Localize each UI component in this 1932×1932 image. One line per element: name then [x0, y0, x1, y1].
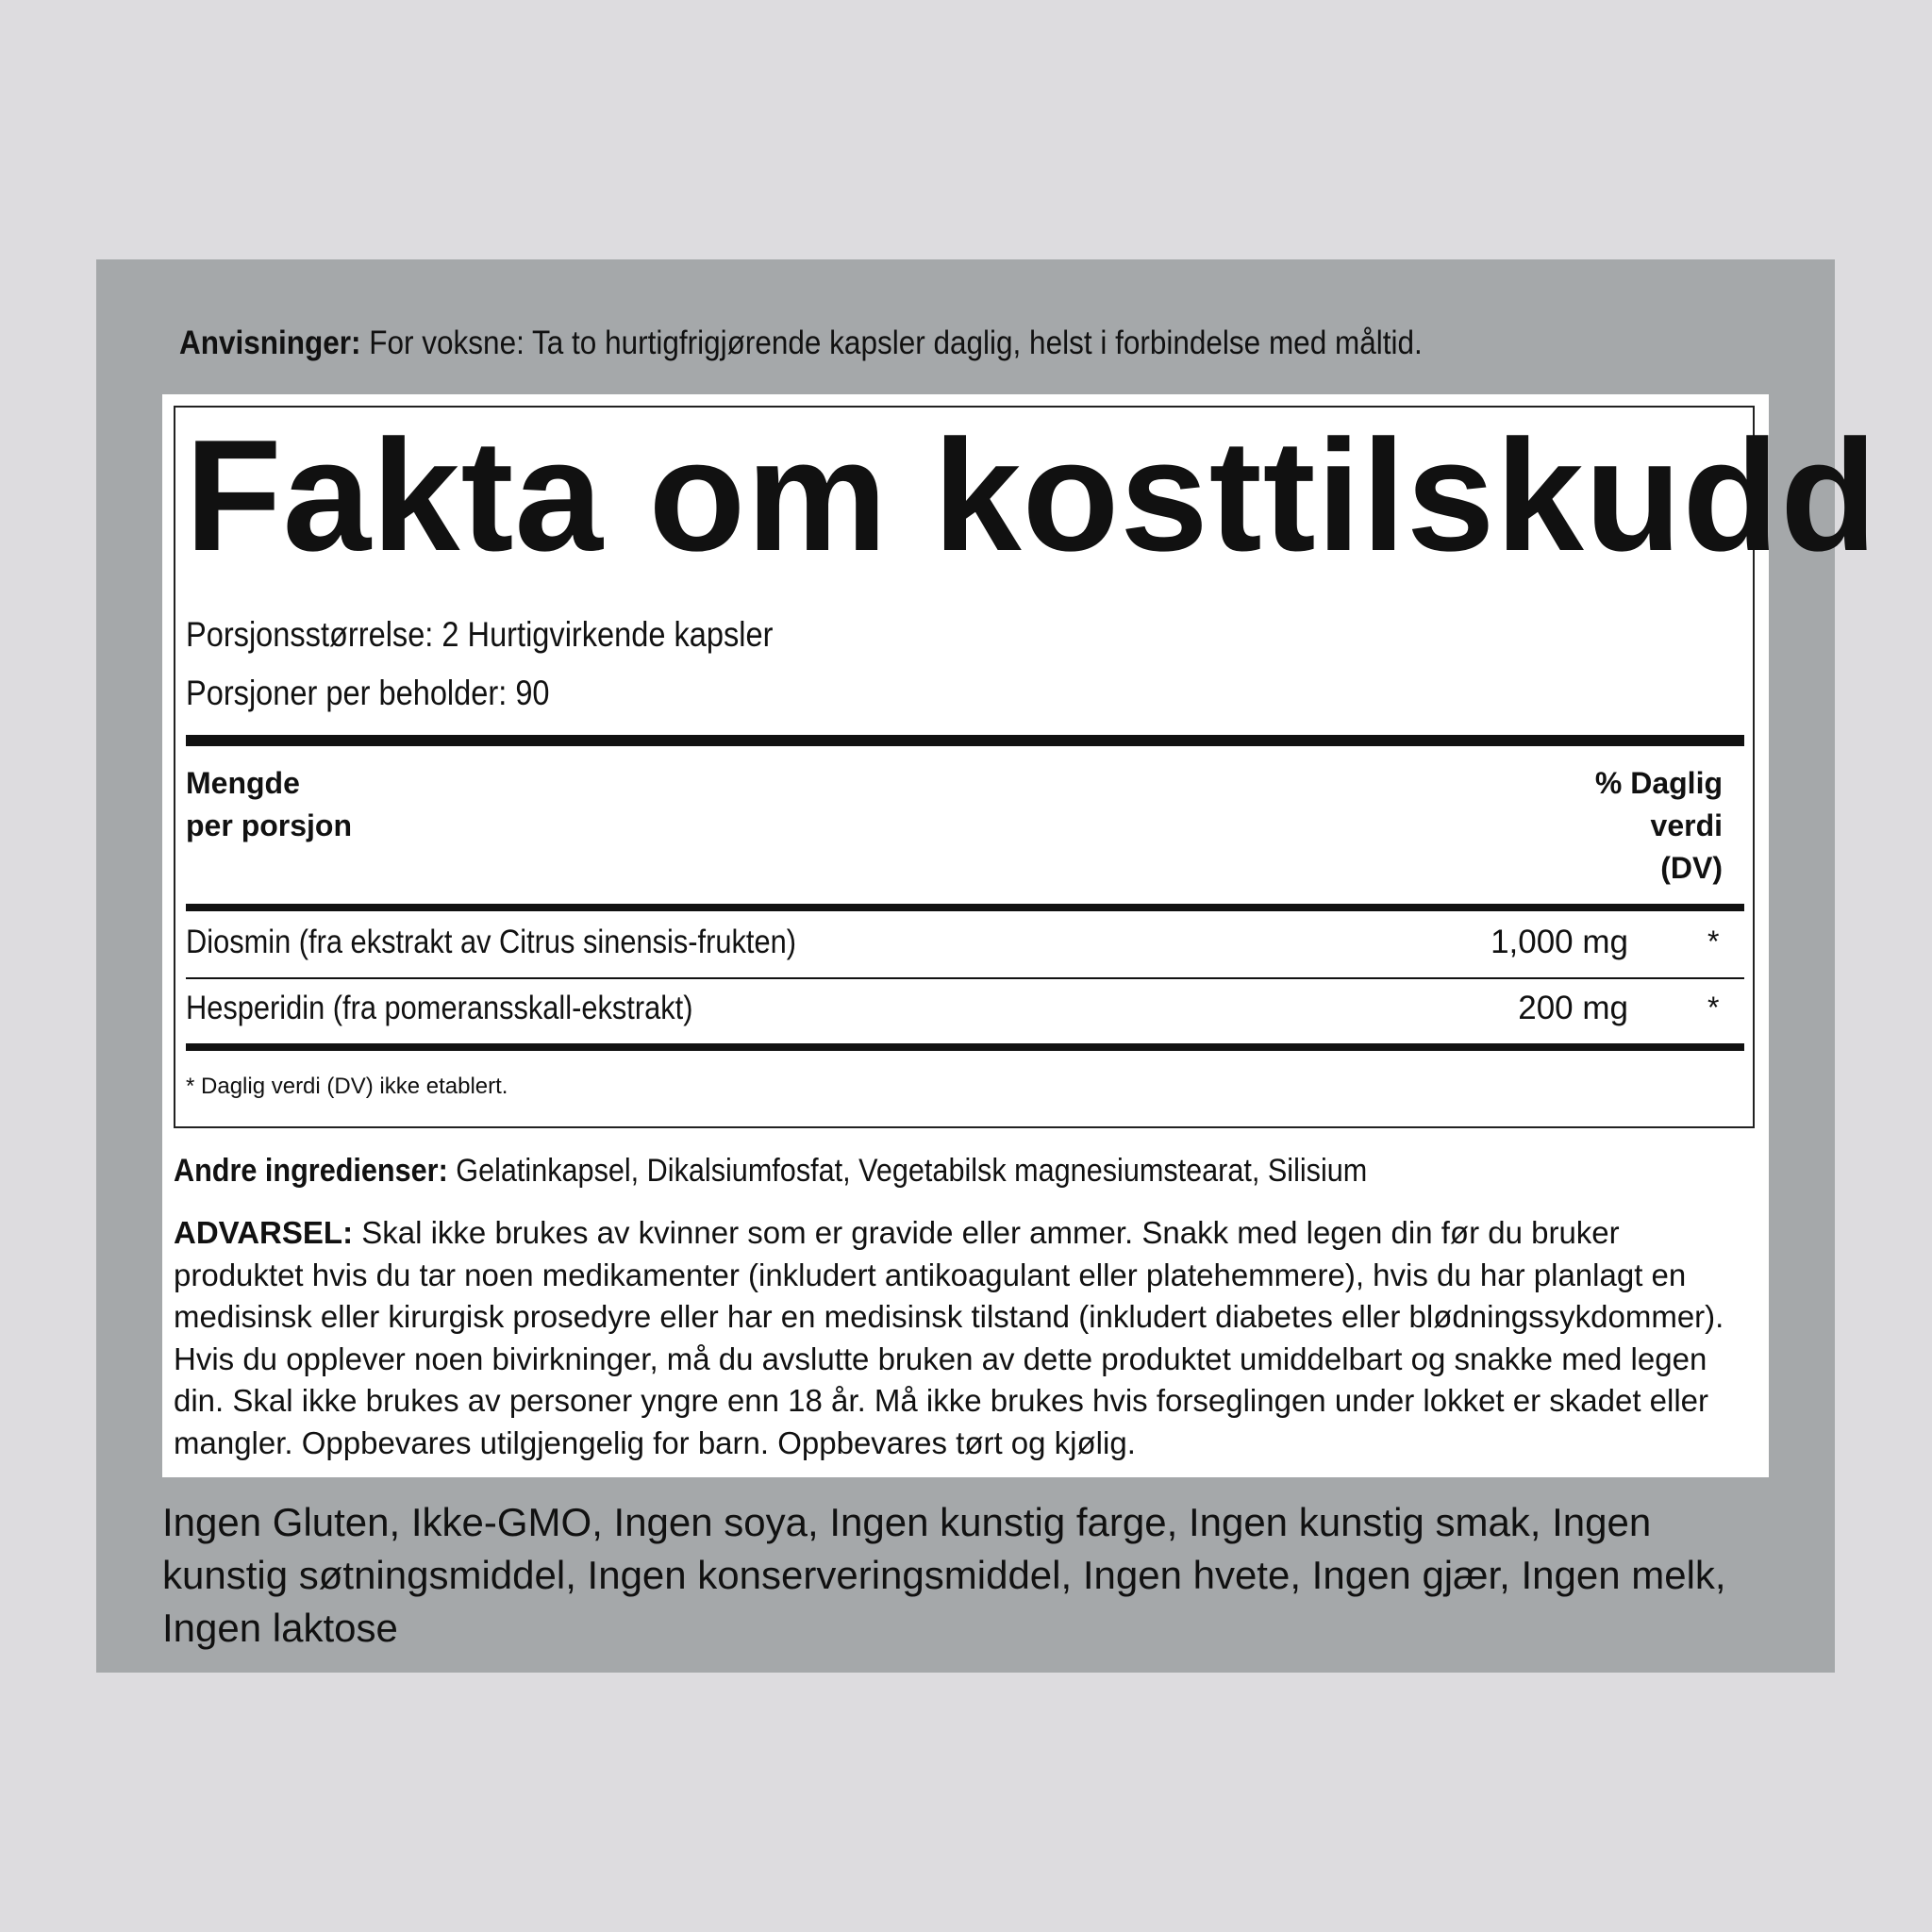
other-ingredients — [174, 1149, 1367, 1192]
ingredient-dv: * — [1707, 991, 1720, 1024]
ingredient-name: Diosmin (fra ekstrakt av Citrus sinensis-frukten) — [186, 924, 796, 960]
dv-header-line-1: % Daglig — [1594, 766, 1723, 800]
ingredient-name: Hesperidin (fra pomeransskall-ekstrakt) — [186, 990, 693, 1026]
directions-label: Anvisninger: — [179, 325, 361, 361]
amount-header-line-2: per porsjon — [186, 808, 353, 842]
warning-text — [174, 1212, 1740, 1464]
amount-per-serving-header — [186, 762, 352, 847]
warning-label: ADVARSEL: — [174, 1215, 354, 1250]
amount-header-line-1: Mengde — [186, 766, 300, 800]
servings-per-container: Porsjoner per beholder: 90 — [186, 674, 550, 712]
dv-header-line-3: (DV) — [1660, 851, 1723, 885]
daily-value-header — [1595, 762, 1723, 890]
ingredient-amount: 1,000 mg — [1491, 924, 1628, 960]
other-ingredients-text: Gelatinkapsel, Dikalsiumfosfat, Vegetabilsk magnesiumstearat, Silisium — [447, 1153, 1368, 1189]
medium-rule-bottom — [186, 1043, 1744, 1051]
warning-body: Skal ikke brukes av kvinner som er gravide eller ammer. Snakk med legen din før du bruker produktet hvis du tar noen medikamenter (inkludert antikoagulant eller platehemmere), hvis du har planlagt en medisinsk eller kirurgisk prosedyre eller har en medisinsk tilstand (inkludert diabetes eller blødningssykdommer). Hvis du opplever noen bivirkninger, må du avslutte bruken av dette produktet umiddelbart og snakke med legen din. Skal ikke brukes av personer yngre enn 18 år. Må ikke brukes hvis forseglingen under lokket er skadet eller mangler. Oppbevares utilgjengelig for barn. Oppbevares tørt og kjølig. — [174, 1215, 1724, 1460]
dv-header-line-2: verdi — [1650, 808, 1723, 842]
directions-text — [179, 321, 1423, 366]
dv-footnote: * Daglig verdi (DV) ikke etablert. — [186, 1074, 508, 1099]
free-from-claims: Ingen Gluten, Ikke-GMO, Ingen soya, Ingen kunstig farge, Ingen kunstig smak, Ingen kunstig søtningsmiddel, Ingen konserveringsmiddel, Ingen hvete, Ingen gjær, Ingen melk, Ingen laktose — [162, 1500, 1726, 1650]
directions-body: For voksne: Ta to hurtigfrigjørende kapsler daglig, helst i forbindelse med måltid. — [360, 325, 1423, 361]
medium-rule — [186, 904, 1744, 911]
thick-rule-top — [186, 735, 1744, 746]
other-ingredients-label: Andre ingredienser: — [174, 1153, 448, 1189]
facts-title: Fakta om kosttilskudd — [185, 407, 1878, 584]
serving-size: Porsjonsstørrelse: 2 Hurtigvirkende kapsler — [186, 615, 774, 654]
ingredient-dv: * — [1707, 924, 1720, 958]
thin-rule — [186, 977, 1744, 979]
ingredient-amount: 200 mg — [1518, 990, 1628, 1026]
